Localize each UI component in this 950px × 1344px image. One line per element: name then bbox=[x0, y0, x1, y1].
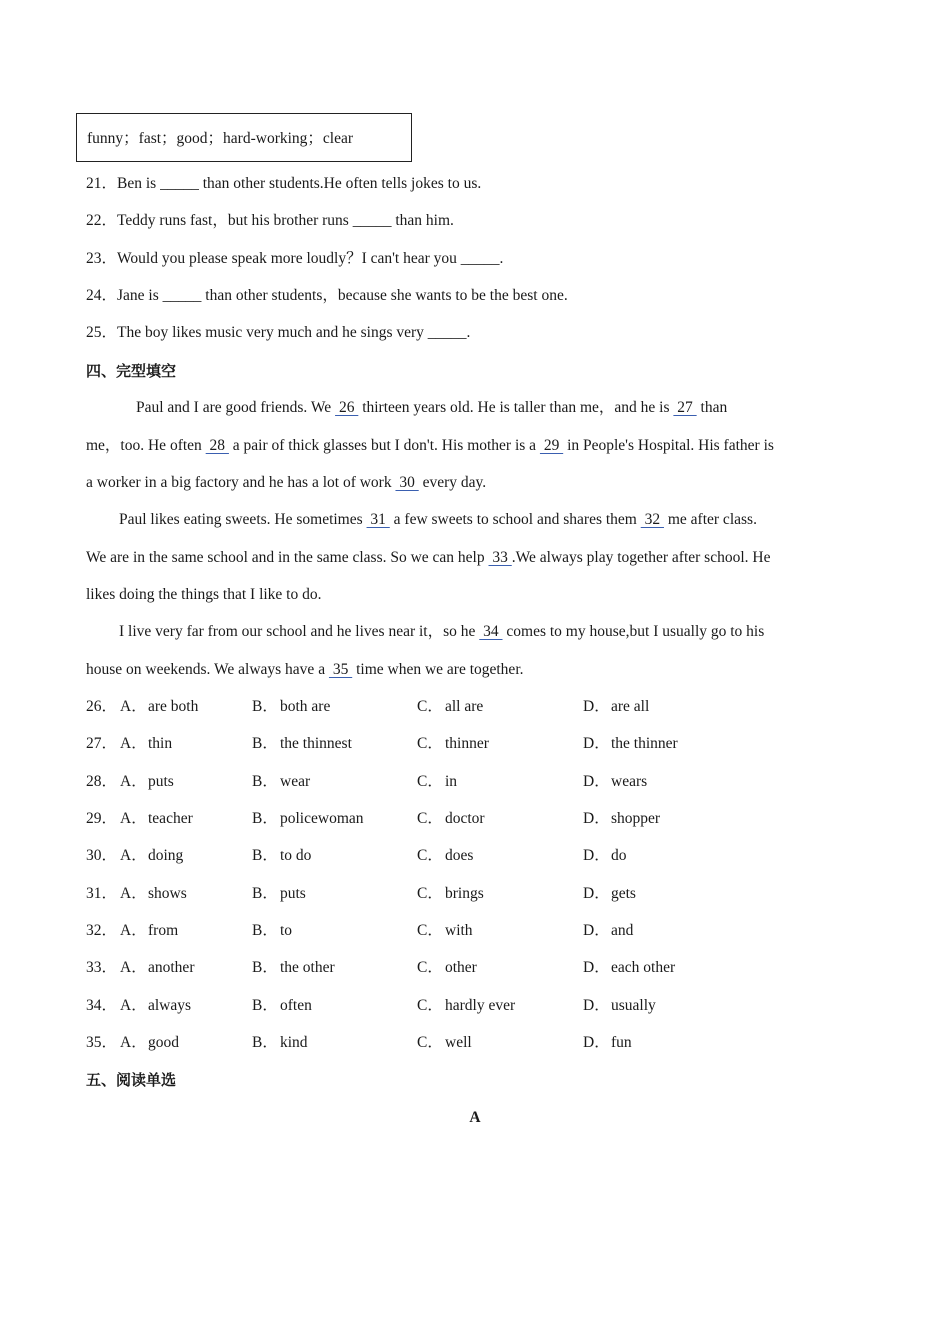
blank-35: 35 bbox=[328, 661, 353, 678]
option-b[interactable] bbox=[252, 958, 335, 978]
option-text: puts bbox=[148, 773, 174, 790]
option-letter: C． bbox=[417, 959, 443, 976]
option-a[interactable] bbox=[120, 772, 174, 792]
option-text: from bbox=[148, 922, 179, 939]
option-letter: C． bbox=[417, 773, 443, 790]
question-number: 24． bbox=[86, 287, 118, 304]
option-c[interactable] bbox=[417, 809, 485, 829]
option-letter: D． bbox=[583, 922, 610, 939]
option-c[interactable] bbox=[417, 921, 473, 941]
passage-line bbox=[86, 473, 486, 493]
passage-line bbox=[86, 436, 774, 456]
passage-text: a worker in a big factory and he has a lot of work bbox=[86, 474, 396, 491]
passage-text: thirteen years old. He is taller than me，and he is bbox=[358, 399, 674, 416]
options-row-30 bbox=[86, 846, 866, 866]
option-a[interactable] bbox=[120, 884, 187, 904]
option-letter: C． bbox=[417, 1034, 443, 1051]
option-a[interactable] bbox=[120, 958, 194, 978]
passage-text: I live very far from our school and he lives near it，so he bbox=[119, 623, 480, 640]
options-row-35 bbox=[86, 1033, 866, 1053]
option-text: thin bbox=[148, 735, 173, 752]
option-text: usually bbox=[611, 997, 656, 1014]
option-text: puts bbox=[280, 885, 306, 902]
option-text: the thinnest bbox=[280, 735, 352, 752]
option-text: wear bbox=[280, 773, 311, 790]
option-text: gets bbox=[611, 885, 636, 902]
option-letter: D． bbox=[583, 810, 610, 827]
passage-text: comes to my house,but I usually go to his bbox=[502, 623, 765, 640]
option-letter: B． bbox=[252, 885, 278, 902]
blank-33: 33 bbox=[488, 549, 512, 566]
option-letter: D． bbox=[583, 885, 610, 902]
option-letter: B． bbox=[252, 773, 278, 790]
option-letter: A． bbox=[120, 698, 147, 715]
blank-29: 29 bbox=[539, 437, 564, 454]
option-text: with bbox=[445, 922, 473, 939]
question-text: Would you please speak more loudly？I can't hear you _____. bbox=[117, 250, 504, 267]
option-text: are both bbox=[148, 698, 199, 715]
passage-text: Paul and I are good friends. We bbox=[136, 399, 336, 416]
option-d[interactable] bbox=[583, 1033, 632, 1053]
option-letter: A． bbox=[120, 773, 147, 790]
option-text: all are bbox=[445, 698, 484, 715]
option-letter: B． bbox=[252, 847, 278, 864]
options-row-32 bbox=[86, 921, 866, 941]
options-row-28 bbox=[86, 772, 866, 792]
option-letter: A． bbox=[120, 735, 147, 752]
option-letter: B． bbox=[252, 959, 278, 976]
passage-line bbox=[86, 660, 524, 680]
passage-text: a pair of thick glasses but I don't. His mother is a bbox=[228, 437, 540, 454]
options-row-27 bbox=[86, 734, 866, 754]
option-number: 29． bbox=[86, 810, 118, 827]
option-c[interactable] bbox=[417, 846, 473, 866]
option-text: shopper bbox=[611, 810, 661, 827]
option-d[interactable] bbox=[583, 884, 636, 904]
passage-text: house on weekends. We always have a bbox=[86, 661, 329, 678]
option-letter: C． bbox=[417, 698, 443, 715]
option-text: each other bbox=[611, 959, 676, 976]
blank-34: 34 bbox=[479, 623, 503, 640]
part-label: A bbox=[469, 1109, 481, 1126]
blank-27: 27 bbox=[673, 399, 697, 416]
question-number: 23． bbox=[86, 250, 118, 267]
option-text: the other bbox=[280, 959, 335, 976]
option-letter: C． bbox=[417, 810, 443, 827]
question-21 bbox=[86, 174, 481, 194]
option-text: shows bbox=[148, 885, 187, 902]
option-c[interactable] bbox=[417, 958, 477, 978]
option-c[interactable] bbox=[417, 734, 489, 754]
option-c[interactable] bbox=[417, 697, 483, 717]
option-text: hardly ever bbox=[445, 997, 516, 1014]
options-row-29 bbox=[86, 809, 866, 829]
option-text: thinner bbox=[445, 735, 489, 752]
section-4-title: 四、完型填空 bbox=[86, 362, 177, 380]
option-b[interactable] bbox=[252, 884, 306, 904]
option-number: 28． bbox=[86, 773, 118, 790]
question-text: Ben is _____ than other students.He often tells jokes to us. bbox=[117, 175, 482, 192]
option-letter: D． bbox=[583, 1034, 610, 1051]
blank-28: 28 bbox=[205, 437, 229, 454]
passage-text: me，too. He often bbox=[86, 437, 206, 454]
option-text: doing bbox=[148, 847, 184, 864]
option-d[interactable] bbox=[583, 772, 647, 792]
option-text: policewoman bbox=[280, 810, 364, 827]
option-letter: D． bbox=[583, 773, 610, 790]
passage-text: Paul likes eating sweets. He sometimes bbox=[119, 511, 367, 528]
option-text: fun bbox=[611, 1034, 632, 1051]
passage-text: a few sweets to school and shares them bbox=[389, 511, 641, 528]
passage-text: in People's Hospital. His father is bbox=[563, 437, 774, 454]
option-letter: B． bbox=[252, 1034, 278, 1051]
options-row-34 bbox=[86, 996, 866, 1016]
question-23 bbox=[86, 249, 503, 269]
option-b[interactable] bbox=[252, 772, 310, 792]
option-text: brings bbox=[445, 885, 484, 902]
option-d[interactable] bbox=[583, 921, 633, 941]
option-text: to do bbox=[280, 847, 312, 864]
section-5-title: 五、阅读单选 bbox=[86, 1071, 177, 1089]
passage-text: every day. bbox=[418, 474, 487, 491]
option-text: to bbox=[280, 922, 293, 939]
option-text: both are bbox=[280, 698, 331, 715]
option-text: doctor bbox=[445, 810, 485, 827]
option-d[interactable] bbox=[583, 846, 627, 866]
option-number: 34． bbox=[86, 997, 118, 1014]
option-number: 27． bbox=[86, 735, 118, 752]
passage-text: We are in the same school and in the same class. So we can help bbox=[86, 549, 489, 566]
option-text: often bbox=[280, 997, 312, 1014]
option-b[interactable] bbox=[252, 1033, 308, 1053]
passage-text: time when we are together. bbox=[352, 661, 524, 678]
question-text: Jane is _____ than other students，because she wants to be the best one. bbox=[117, 287, 568, 304]
question-number: 22． bbox=[86, 212, 118, 229]
option-letter: D． bbox=[583, 847, 610, 864]
option-d[interactable] bbox=[583, 697, 649, 717]
passage-line bbox=[86, 548, 770, 568]
passage-text: than bbox=[696, 399, 728, 416]
option-text: wears bbox=[611, 773, 648, 790]
option-letter: C． bbox=[417, 847, 443, 864]
option-letter: C． bbox=[417, 885, 443, 902]
passage-text: me after class. bbox=[663, 511, 757, 528]
option-text: does bbox=[445, 847, 474, 864]
option-text: kind bbox=[280, 1034, 308, 1051]
question-number: 25． bbox=[86, 324, 118, 341]
question-text: The boy likes music very much and he sings very _____. bbox=[117, 324, 471, 341]
option-b[interactable] bbox=[252, 734, 352, 754]
option-text: are all bbox=[611, 698, 650, 715]
option-letter: A． bbox=[120, 922, 147, 939]
option-letter: D． bbox=[583, 959, 610, 976]
option-number: 31． bbox=[86, 885, 118, 902]
option-letter: A． bbox=[120, 810, 147, 827]
passage-text: .We always play together after school. He bbox=[511, 549, 771, 566]
option-c[interactable] bbox=[417, 996, 515, 1016]
option-letter: B． bbox=[252, 735, 278, 752]
blank-26: 26 bbox=[335, 399, 359, 416]
option-b[interactable] bbox=[252, 996, 312, 1016]
option-letter: D． bbox=[583, 997, 610, 1014]
option-letter: A． bbox=[120, 847, 147, 864]
option-letter: C． bbox=[417, 922, 443, 939]
option-number: 33． bbox=[86, 959, 118, 976]
blank-32: 32 bbox=[640, 511, 664, 528]
passage-line bbox=[119, 510, 757, 530]
question-22 bbox=[86, 211, 454, 231]
option-text: the thinner bbox=[611, 735, 678, 752]
option-d[interactable] bbox=[583, 958, 675, 978]
option-c[interactable] bbox=[417, 884, 484, 904]
option-letter: A． bbox=[120, 997, 147, 1014]
option-a[interactable] bbox=[120, 1033, 179, 1053]
option-text: and bbox=[611, 922, 634, 939]
option-number: 26． bbox=[86, 698, 118, 715]
blank-31: 31 bbox=[366, 511, 390, 528]
option-letter: B． bbox=[252, 997, 278, 1014]
passage-line: likes doing the things that I like to do. bbox=[86, 586, 322, 603]
option-b[interactable] bbox=[252, 809, 364, 829]
option-letter: A． bbox=[120, 959, 147, 976]
option-text: do bbox=[611, 847, 627, 864]
option-b[interactable] bbox=[252, 846, 311, 866]
option-letter: A． bbox=[120, 885, 147, 902]
option-letter: A． bbox=[120, 1034, 147, 1051]
question-number: 21． bbox=[86, 175, 118, 192]
options-row-33 bbox=[86, 958, 866, 978]
option-letter: B． bbox=[252, 698, 278, 715]
option-text: in bbox=[445, 773, 458, 790]
options-row-31 bbox=[86, 884, 866, 904]
option-letter: C． bbox=[417, 735, 443, 752]
option-a[interactable] bbox=[120, 734, 172, 754]
question-24 bbox=[86, 286, 568, 306]
option-number: 30． bbox=[86, 847, 118, 864]
option-b[interactable] bbox=[252, 921, 292, 941]
option-letter: C． bbox=[417, 997, 443, 1014]
question-25 bbox=[86, 323, 470, 343]
option-text: other bbox=[445, 959, 477, 976]
option-letter: D． bbox=[583, 735, 610, 752]
option-text: teacher bbox=[148, 810, 193, 827]
option-text: always bbox=[148, 997, 192, 1014]
option-c[interactable] bbox=[417, 772, 457, 792]
word-bank-box: funny；fast；good；hard-working；clear bbox=[76, 113, 412, 162]
question-text: Teddy runs fast，but his brother runs _____ than him. bbox=[117, 212, 454, 229]
option-letter: D． bbox=[583, 698, 610, 715]
option-b[interactable] bbox=[252, 697, 330, 717]
option-number: 32． bbox=[86, 922, 118, 939]
option-a[interactable] bbox=[120, 697, 198, 717]
option-a[interactable] bbox=[120, 809, 193, 829]
passage-line bbox=[136, 398, 727, 418]
option-d[interactable] bbox=[583, 734, 678, 754]
option-a[interactable] bbox=[120, 846, 183, 866]
option-d[interactable] bbox=[583, 996, 656, 1016]
option-d[interactable] bbox=[583, 809, 660, 829]
blank-30: 30 bbox=[395, 474, 419, 491]
option-text: good bbox=[148, 1034, 179, 1051]
option-c[interactable] bbox=[417, 1033, 472, 1053]
option-text: another bbox=[148, 959, 195, 976]
passage-line bbox=[119, 622, 764, 642]
option-letter: B． bbox=[252, 922, 278, 939]
option-letter: B． bbox=[252, 810, 278, 827]
option-number: 35． bbox=[86, 1034, 118, 1051]
options-row-26 bbox=[86, 697, 866, 717]
option-a[interactable] bbox=[120, 996, 191, 1016]
option-a[interactable] bbox=[120, 921, 178, 941]
option-text: well bbox=[445, 1034, 472, 1051]
